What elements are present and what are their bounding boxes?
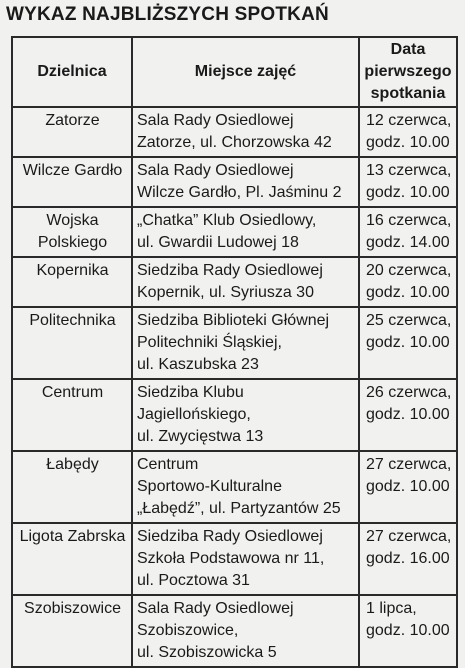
district-cell: Ligota Zabrska [12, 523, 132, 595]
place-cell: Sala Rady Osiedlowej Wilcze Gardło, Pl. Jaśminu 2 [132, 157, 359, 207]
district-cell: Łabędy [12, 451, 132, 523]
district-cell: Wojska Polskiego [12, 207, 132, 257]
table-row [12, 451, 457, 523]
table-row [12, 107, 457, 157]
date-cell: 20 czerwca, godz. 10.00 [359, 257, 457, 307]
table-row [12, 157, 457, 207]
document-title: WYKAZ NAJBLIŻSZYCH SPOTKAŃ [6, 4, 329, 25]
place-cell: Siedziba Klubu Jagiellońskiego, ul. Zwycięstwa 13 [132, 379, 359, 451]
date-cell: 26 czerwca, godz. 10.00 [359, 379, 457, 451]
table-row [12, 379, 457, 451]
date-cell: 13 czerwca, godz. 10.00 [359, 157, 457, 207]
table-row [12, 595, 457, 667]
table-row [12, 307, 457, 379]
date-cell: 12 czerwca, godz. 10.00 [359, 107, 457, 157]
date-cell: 16 czerwca, godz. 14.00 [359, 207, 457, 257]
district-cell: Wilcze Gardło [12, 157, 132, 207]
place-cell: Siedziba Rady Osiedlowej Szkoła Podstawowa nr 11, ul. Pocztowa 31 [132, 523, 359, 595]
district-cell: Szobiszowice [12, 595, 132, 667]
district-cell: Centrum [12, 379, 132, 451]
place-cell: Sala Rady Osiedlowej Zatorze, ul. Chorzowska 42 [132, 107, 359, 157]
table-row [12, 523, 457, 595]
place-cell: Siedziba Rady Osiedlowej Kopernik, ul. Syriusza 30 [132, 257, 359, 307]
place-cell: Siedziba Biblioteki Głównej Politechniki Śląskiej, ul. Kaszubska 23 [132, 307, 359, 379]
place-cell: „Chatka” Klub Osiedlowy, ul. Gwardii Ludowej 18 [132, 207, 359, 257]
place-cell: Sala Rady Osiedlowej Szobiszowice, ul. Szobiszowicka 5 [132, 595, 359, 667]
header-date: Data pierwszego spotkania [359, 37, 457, 107]
district-cell: Kopernika [12, 257, 132, 307]
table-header-row [12, 37, 457, 107]
date-cell: 27 czerwca, godz. 16.00 [359, 523, 457, 595]
district-cell: Politechnika [12, 307, 132, 379]
date-cell: 1 lipca, godz. 10.00 [359, 595, 457, 667]
place-cell: Centrum Sportowo-Kulturalne „Łabędź”, ul. Partyzantów 25 [132, 451, 359, 523]
meetings-table [11, 36, 458, 668]
header-place: Miejsce zajęć [132, 37, 359, 107]
district-cell: Zatorze [12, 107, 132, 157]
table-row [12, 207, 457, 257]
table-row [12, 257, 457, 307]
date-cell: 25 czerwca, godz. 10.00 [359, 307, 457, 379]
date-cell: 27 czerwca, godz. 10.00 [359, 451, 457, 523]
header-district: Dzielnica [12, 37, 132, 107]
